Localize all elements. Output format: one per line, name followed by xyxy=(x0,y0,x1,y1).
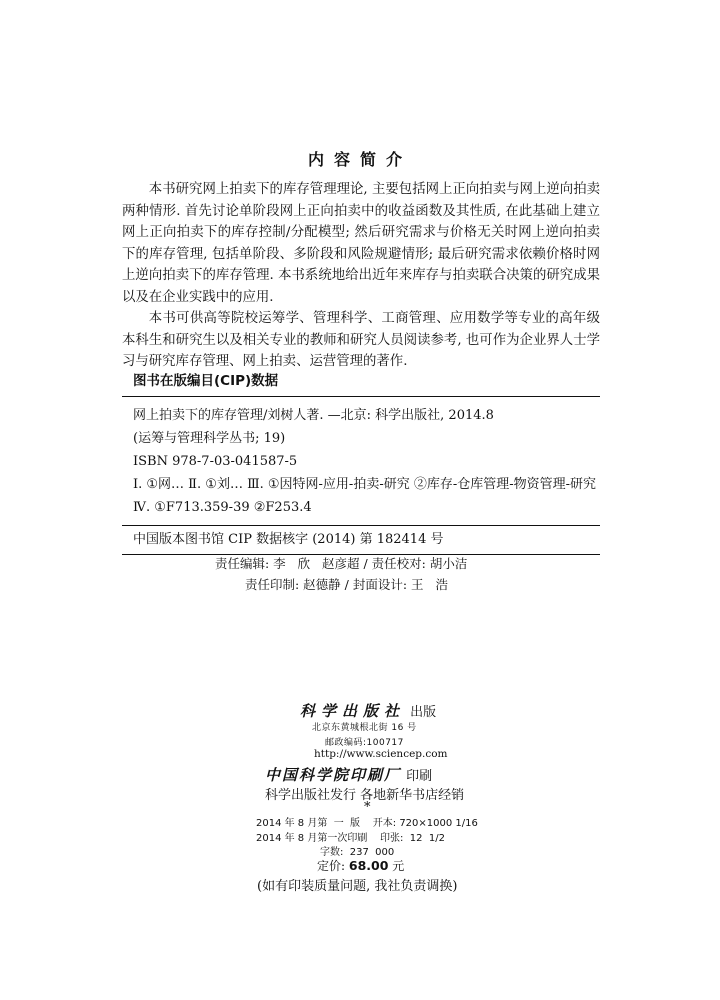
printer-row xyxy=(265,764,432,785)
price-label: 定价: xyxy=(317,859,346,873)
cip-record-number: 中国版本图书馆 CIP 数据核字 (2014) 第 182414 号 xyxy=(122,526,600,555)
printer-calligraphy-logo: 中国科学院印刷厂 xyxy=(265,766,402,784)
publisher-row xyxy=(300,700,436,721)
intro-title: 内容简介 xyxy=(307,150,412,169)
publisher-postcode: 邮政编码:100717 xyxy=(325,738,404,748)
quality-note: (如有印装质量问题, 我社负责调换) xyxy=(257,879,458,894)
separator-star: * xyxy=(364,800,371,815)
intro-paragraph-1: 本书研究网上拍卖下的库存管理理论, 主要包括网上正向拍卖与网上逆向拍卖两种情形. 首先讨论单阶段网上正向拍卖中的收益函数及其性质, 在此基础上建立网上正向拍卖下的库存控制/分配模型; 然后研究需求与价格无关时网上逆向拍卖下的库存管理, 包括单阶段、多阶段和风险规避情形; 最后研究需求依赖价格时网上逆向拍卖下的库存管理. 本书系统地给出近年来库存与拍卖联合决策的研究成果以及在企业实践中的应用. xyxy=(122,182,600,305)
print-design-line: 责任印制: 赵德静 / 封面设计: 王 浩 xyxy=(245,577,448,592)
intro-paragraph-2: 本书可供高等院校运筹学、管理科学、工商管理、应用数学等专业的高年级本科生和研究生以及相关专业的教师和研究人员阅读参考, 也可作为企业界人士学习与研究库存管理、网上拍卖、运营管理的著作. xyxy=(122,311,600,369)
cip-isbn-line: ISBN 978-7-03-041587-5 xyxy=(133,454,298,469)
publisher-address: 北京东黄城根北街 16 号 xyxy=(312,723,417,733)
word-count: 字数: 237 000 xyxy=(320,847,395,858)
price-line xyxy=(317,857,404,874)
cip-heading: 图书在版编目(CIP)数据 xyxy=(122,372,600,397)
cip-block xyxy=(122,372,600,555)
edition-line-2: 2014 年 8 月第一次印刷 印张: 12 1/2 xyxy=(256,833,445,844)
price-unit: 元 xyxy=(392,859,405,873)
cip-series-line: (运筹与管理科学丛书; 19) xyxy=(133,431,286,446)
edition-line-1: 2014 年 8 月第 一 版 开本: 720×1000 1/16 xyxy=(256,818,478,829)
publish-label: 出版 xyxy=(410,705,437,720)
intro-section xyxy=(122,179,600,373)
print-label: 印刷 xyxy=(406,769,433,784)
cip-body xyxy=(122,397,600,526)
editors-line: 责任编辑: 李 欣 赵彦超 / 责任校对: 胡小洁 xyxy=(215,556,468,571)
publisher-calligraphy-logo: 科学出版社 xyxy=(300,702,406,720)
price-value: 68.00 xyxy=(348,858,389,873)
cip-classification-line: Ⅰ. ①网… Ⅱ. ①刘… Ⅲ. ①因特网-应用-拍卖-研究 ②库存-仓库管理-物资管理-研究 Ⅳ. ①F713.359-39 ②F253.4 xyxy=(133,477,597,515)
distribution-line: 科学出版社发行 各地新华书店经销 xyxy=(265,788,465,803)
cip-title-line: 网上拍卖下的库存管理/刘树人著. —北京: 科学出版社, 2014.8 xyxy=(133,408,494,423)
publisher-website: http://www.sciencep.com xyxy=(314,748,448,760)
